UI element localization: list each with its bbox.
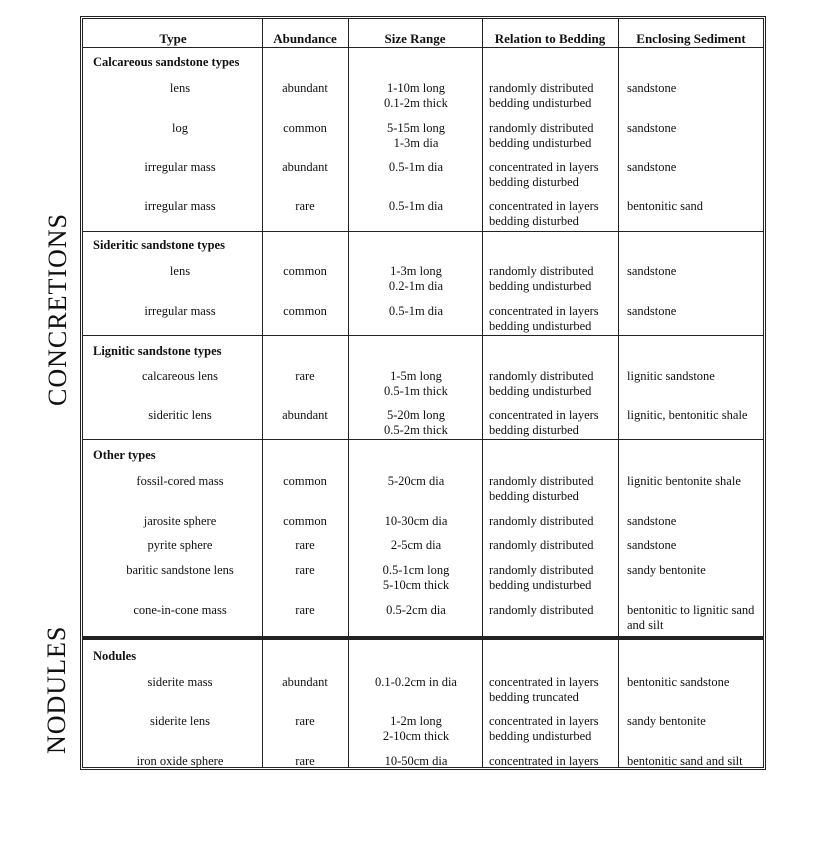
relation-cell: randomly distributed (489, 121, 594, 135)
nodules-label: NODULES (42, 625, 71, 754)
relation-cell: randomly distributed (489, 603, 594, 617)
header-enclosing-sediment: Enclosing Sediment (636, 31, 746, 46)
size-range-cell: 0.5-1m thick (384, 384, 448, 398)
size-range-cell: 10-50cm dia (384, 754, 448, 768)
abundance-cell: common (283, 121, 327, 135)
abundance-cell: rare (295, 563, 315, 577)
header-type: Type (159, 31, 187, 46)
abundance-cell: rare (295, 603, 315, 617)
enclosing-sediment-cell: sandstone (627, 264, 677, 278)
size-range-cell: 0.5-1m dia (388, 199, 444, 213)
type-cell: sideritic lens (148, 408, 212, 422)
size-range-cell: 0.5-2cm dia (386, 603, 446, 617)
enclosing-sediment-cell: bentonitic sand (627, 199, 704, 213)
type-cell: siderite mass (147, 675, 213, 689)
enclosing-sediment-cell: sandstone (627, 81, 677, 95)
relation-cell: randomly distributed (489, 81, 594, 95)
type-cell: lens (169, 81, 191, 95)
type-cell: log (172, 121, 188, 135)
type-cell: irregular mass (144, 160, 216, 174)
size-range-cell: 5-10cm thick (382, 578, 450, 592)
column-divider (348, 19, 349, 767)
relation-cell: bedding undisturbed (489, 384, 592, 398)
size-range-cell: 0.5-2m thick (384, 423, 448, 437)
size-range-cell: 1-5m long (390, 369, 442, 383)
type-cell: fossil-cored mass (136, 474, 224, 488)
enclosing-sediment-cell: sandstone (627, 538, 677, 552)
type-cell: irregular mass (144, 304, 216, 318)
type-cell: pyrite sphere (147, 538, 213, 552)
enclosing-sediment-cell: sandy bentonite (627, 563, 706, 577)
relation-cell: bedding undisturbed (489, 136, 592, 150)
size-range-cell: 0.5-1m dia (388, 304, 444, 318)
abundance-cell: rare (295, 754, 315, 768)
section-title: Nodules (93, 649, 137, 663)
enclosing-sediment-cell: sandstone (627, 121, 677, 135)
abundance-cell: rare (295, 714, 315, 728)
size-range-cell: 5-15m long (387, 121, 445, 135)
size-range-cell: 0.5-1cm long (382, 563, 450, 577)
column-divider (618, 19, 619, 767)
abundance-cell: common (283, 304, 327, 318)
enclosing-sediment-cell: lignitic sandstone (627, 369, 715, 383)
relation-cell: concentrated in layers (489, 199, 599, 213)
abundance-cell: rare (295, 199, 315, 213)
concretions-label: CONCRETIONS (43, 212, 72, 406)
enclosing-sediment-cell: bentonitic sandstone (627, 675, 730, 689)
enclosing-sediment-cell: lignitic bentonite shale (627, 474, 741, 488)
enclosing-sediment-cell: bentonitic sand and silt (627, 754, 743, 768)
size-range-cell: 5-20cm dia (387, 474, 445, 488)
size-range-cell: 0.2-1m dia (388, 279, 444, 293)
nodules-divider (82, 636, 764, 640)
section-divider (82, 231, 764, 232)
size-range-cell: 0.1-2m thick (384, 96, 448, 110)
column-divider (482, 19, 483, 767)
relation-cell: randomly distributed (489, 369, 594, 383)
relation-cell: bedding truncated (489, 690, 579, 704)
enclosing-sediment-cell: sandstone (627, 514, 677, 528)
abundance-cell: rare (295, 538, 315, 552)
section-title: Lignitic sandstone types (93, 344, 222, 358)
abundance-cell: abundant (282, 160, 328, 174)
abundance-cell: rare (295, 369, 315, 383)
relation-cell: bedding disturbed (489, 489, 579, 503)
type-cell: baritic sandstone lens (126, 563, 234, 577)
abundance-cell: abundant (282, 408, 328, 422)
section-title: Other types (93, 448, 156, 462)
relation-cell: concentrated in layers (489, 408, 599, 422)
size-range-cell: 10-30cm dia (384, 514, 448, 528)
relation-cell: concentrated in layers (489, 675, 599, 689)
size-range-cell: 1-2m long (390, 714, 442, 728)
relation-cell: bedding undisturbed (489, 729, 592, 743)
relation-cell: concentrated in layers (489, 714, 599, 728)
type-cell: irregular mass (144, 199, 216, 213)
abundance-cell: common (283, 474, 327, 488)
relation-cell: bedding undisturbed (489, 96, 592, 110)
enclosing-sediment-cell: sandy bentonite (627, 714, 706, 728)
type-cell: lens (169, 264, 191, 278)
header-abundance: Abundance (273, 31, 337, 46)
enclosing-sediment-cell: bentonitic to lignitic sand and silt (627, 603, 755, 632)
relation-cell: randomly distributed (489, 474, 594, 488)
section-title: Sideritic sandstone types (93, 238, 225, 252)
type-cell: jarosite sphere (143, 514, 217, 528)
relation-cell: randomly distributed (489, 563, 594, 577)
relation-cell: randomly distributed (489, 538, 594, 552)
abundance-cell: abundant (282, 675, 328, 689)
relation-cell: concentrated in layers (489, 754, 599, 768)
relation-cell: bedding disturbed (489, 423, 579, 437)
type-cell: iron oxide sphere (136, 754, 224, 768)
relation-cell: bedding undisturbed (489, 319, 592, 333)
relation-cell: bedding disturbed (489, 214, 579, 228)
relation-cell: bedding undisturbed (489, 578, 592, 592)
relation-cell: concentrated in layers (489, 304, 599, 318)
relation-cell: concentrated in layers (489, 160, 599, 174)
size-range-cell: 5-20m long (387, 408, 445, 422)
size-range-cell: 1-3m long (390, 264, 442, 278)
size-range-cell: 0.5-1m dia (388, 160, 444, 174)
type-cell: siderite lens (149, 714, 211, 728)
relation-cell: randomly distributed (489, 514, 594, 528)
relation-cell: bedding disturbed (489, 175, 579, 189)
type-cell: cone-in-cone mass (133, 603, 227, 617)
header-relation-to-bedding: Relation to Bedding (494, 31, 606, 46)
size-range-cell: 1-3m dia (393, 136, 439, 150)
section-title: Calcareous sandstone types (93, 55, 240, 69)
enclosing-sediment-cell: sandstone (627, 304, 677, 318)
size-range-cell: 2-5cm dia (390, 538, 442, 552)
type-cell: calcareous lens (141, 369, 218, 383)
enclosing-sediment-cell: lignitic, bentonitic shale (627, 408, 748, 422)
relation-cell: bedding undisturbed (489, 279, 592, 293)
section-divider (82, 439, 764, 440)
size-range-cell: 0.1-0.2cm in dia (375, 675, 457, 689)
header-divider (82, 47, 764, 48)
relation-cell: randomly distributed (489, 264, 594, 278)
abundance-cell: common (283, 514, 327, 528)
enclosing-sediment-cell: sandstone (627, 160, 677, 174)
header-size-range: Size Range (384, 31, 446, 46)
size-range-cell: 2-10cm thick (382, 729, 450, 743)
abundance-cell: abundant (282, 81, 328, 95)
abundance-cell: common (283, 264, 327, 278)
size-range-cell: 1-10m long (387, 81, 445, 95)
section-divider (82, 335, 764, 336)
